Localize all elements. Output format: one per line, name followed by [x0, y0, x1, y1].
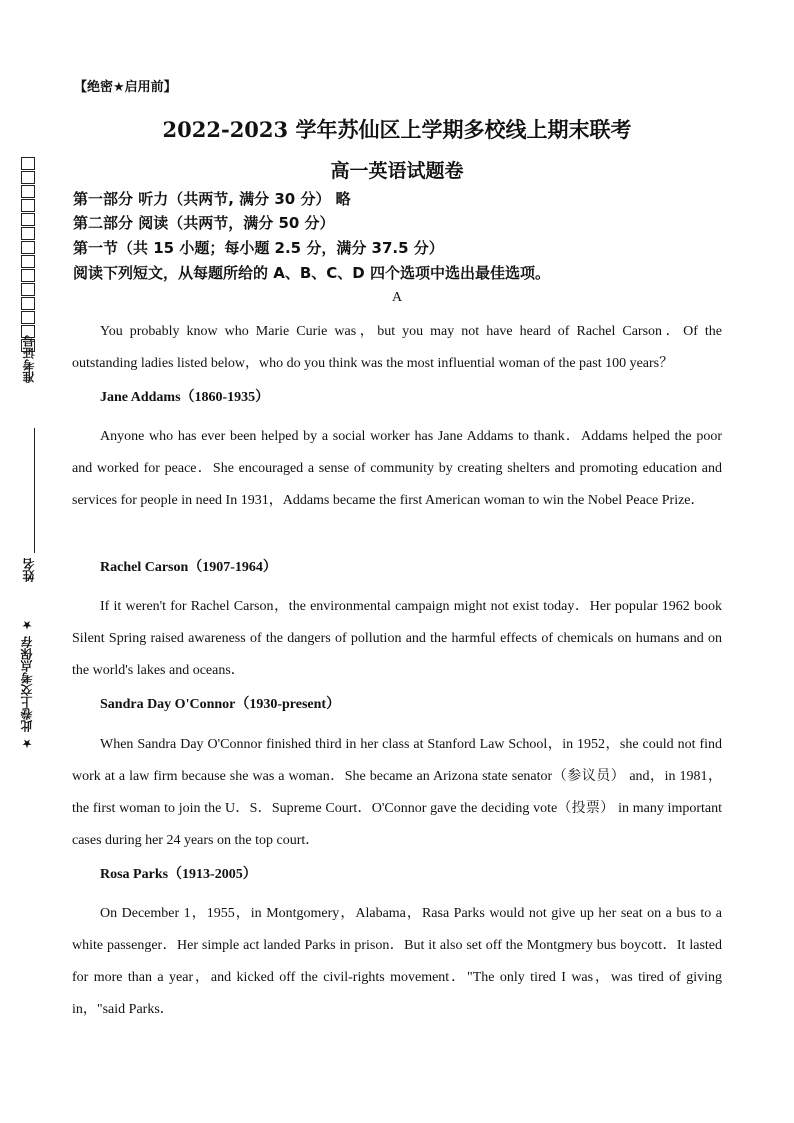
- exam-title: 2022-2023 学年苏仙区上学期多校线上期末联考: [162, 117, 632, 142]
- person-heading: Sandra Day O'Connor（1930-present）: [100, 697, 341, 712]
- intro-paragraph: You probably know who Marie Curie was，but you may not have heard of Rachel Carson．Of the outstanding ladies listed below，who do you think was the most influential woman of the past 100 years？: [72, 324, 722, 371]
- person-paragraph: If it weren't for Rachel Carson，the environmental campaign might not exist today．Her popular 1962 book Silent Spring raised awareness of the dangers of pollution and the harmful effects of chemicals on humans and on the world's lakes and oceans．: [72, 599, 722, 678]
- person-paragraph: Anyone who has ever been helped by a social worker has Jane Addams to thank．Addams helped the poor and worked for peace．She encouraged a sense of community by creating shelters and promoting education and services for people in need In 1931，Addams became the first American woman to win the Nobel Peace Prize．: [72, 429, 722, 508]
- section-line: 第一部分 听力（共两节, 满分 30 分） 略: [73, 190, 351, 208]
- person-heading: Rachel Carson（1907-1964）: [100, 560, 277, 575]
- keep-notice: ★ 此卷上交考点保存 ★: [20, 618, 34, 751]
- name-label: 姓名: [22, 558, 36, 582]
- person-paragraph: When Sandra Day O'Connor finished third in her class at Stanford Law School，in 1952，she could not find work at a law firm because she was a woman．She became an Arizona state senator（参议员） and，in 1981，the first woman to join the U．S．Supreme Court．O'Connor gave the deciding vote（投票） in many important cases during her 24 years on the top court．: [72, 737, 722, 848]
- person-heading: Rosa Parks（1913-2005）: [100, 867, 257, 882]
- section-line: 第二部分 阅读（共两节，满分 50 分）: [73, 214, 335, 232]
- exam-subtitle: 高一英语试题卷: [330, 160, 464, 182]
- person-heading: Jane Addams（1860-1935）: [100, 390, 270, 405]
- exam-id-label: 准考证号: [22, 335, 36, 383]
- person-paragraph: On December 1，1955，in Montgomery，Alabama，Rasa Parks would not give up her seat on a bus to a white passenger．Her simple act landed Parks in prison．But it also set off the Montgmery bus boycott．It lasted for more than a year，and kicked off the civil-rights movement．"The only tired I was，was tired of giving in，"said Parks．: [72, 906, 722, 1017]
- name-line: [34, 428, 35, 553]
- confidential-tag: 【绝密★启用前】: [74, 80, 177, 95]
- section-line: 第一节（共 15 小题；每小题 2.5 分，满分 37.5 分）: [73, 239, 444, 257]
- exam-id-boxes: [21, 157, 35, 353]
- passage-letter: A: [391, 290, 403, 305]
- instruction-line: 阅读下列短文，从每题所给的 A、B、C、D 四个选项中选出最佳选项。: [73, 264, 550, 282]
